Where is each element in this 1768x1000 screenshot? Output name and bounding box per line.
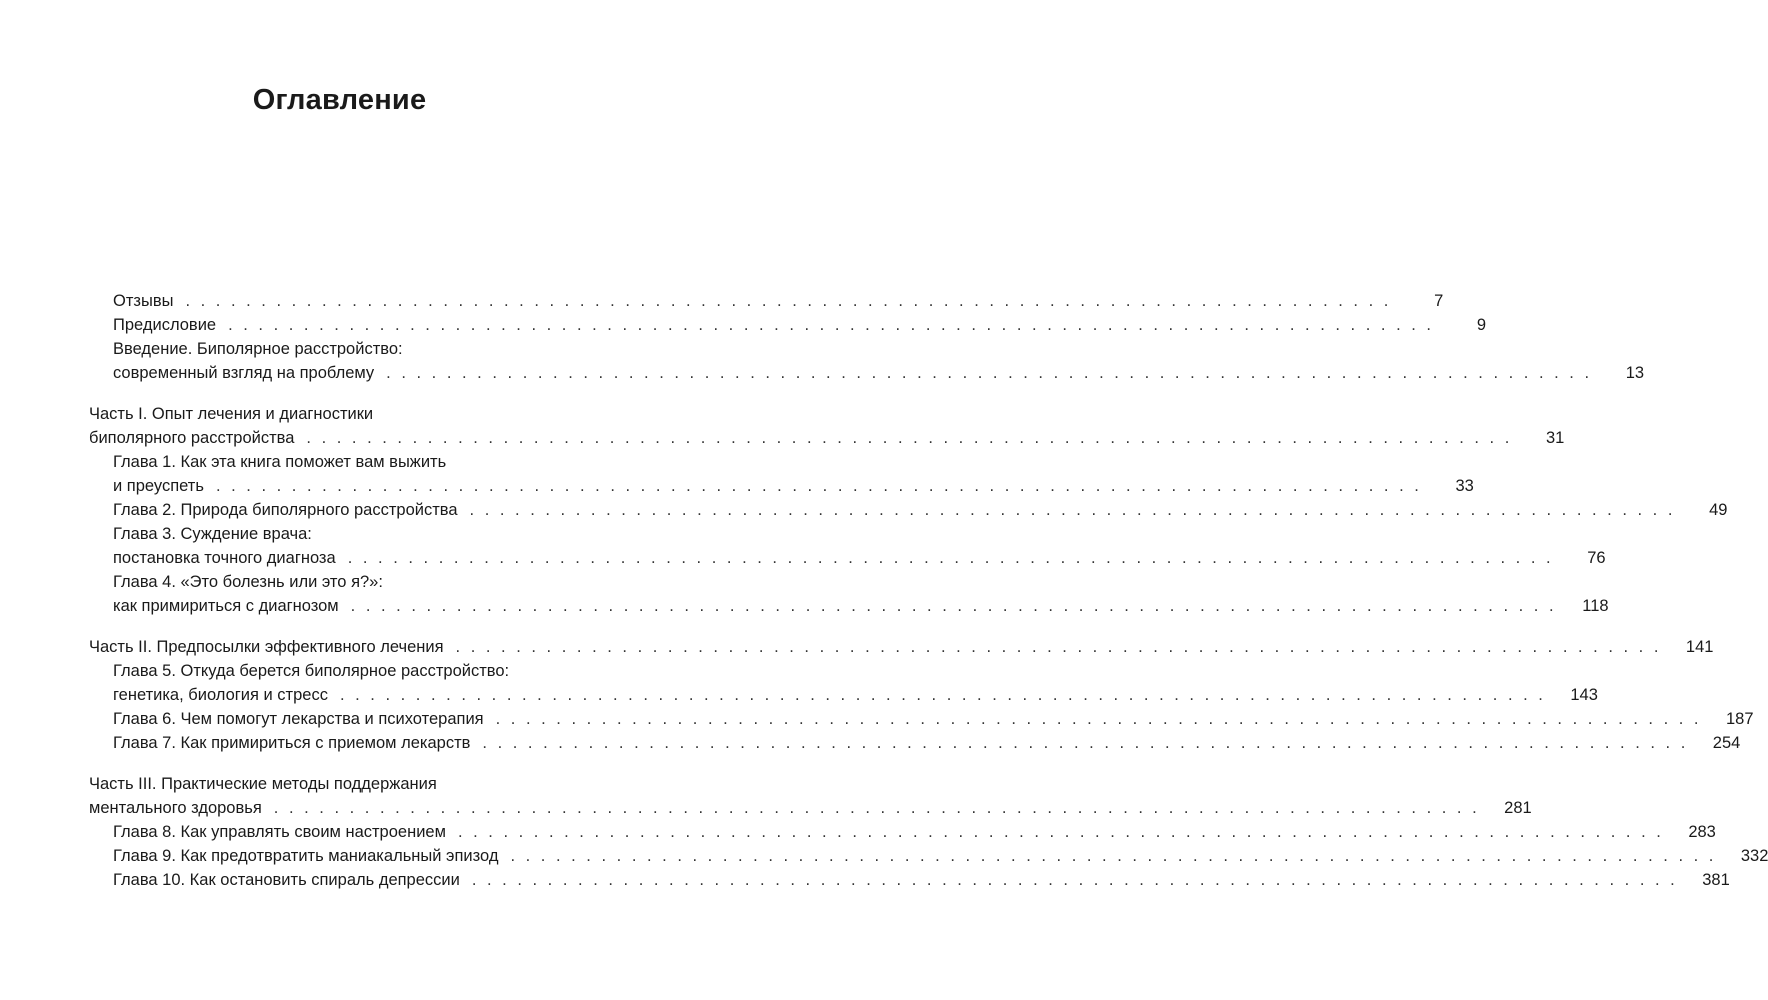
page-number: 187 <box>1725 710 1754 728</box>
toc-section <box>0 772 1768 892</box>
dot-leader: . . . . . . . . . . . . . . . . . . . . . . . . . . . . . . . . . . . . . . . . . . . . . . . . . . . . . . . . . . . . . . . . . . . . . . . . . . . . . . . . <box>306 429 1513 447</box>
toc-entry-text: биполярного расстройства <box>89 429 295 447</box>
toc-section <box>0 402 1728 618</box>
toc-chapter-line[interactable] <box>0 594 1609 618</box>
toc-chapter-line[interactable] <box>0 337 679 361</box>
dot-leader: . . . . . . . . . . . . . . . . . . . . . . . . . . . . . . . . . . . . . . . . . . . . . . . . . . . . . . . . . . . . . . . . . . . . . . . . . . . . . . . . <box>469 501 1676 519</box>
page-number: 49 <box>1709 501 1728 519</box>
toc-entry-text: Глава 8. Как управлять своим настроением <box>113 823 446 841</box>
toc-entry-text: Глава 4. «Это болезнь или это я?»: <box>113 573 383 591</box>
page-number: 76 <box>1587 549 1606 567</box>
table-of-contents <box>0 289 1768 909</box>
toc-entry-text: Глава 1. Как эта книга поможет вам выжить <box>113 453 447 471</box>
dot-leader: . . . . . . . . . . . . . . . . . . . . . . . . . . . . . . . . . . . . . . . . . . . . . . . . . . . . . . . . . . . . . . . . . . . . . . . . . . . . . . . . <box>455 638 1662 656</box>
toc-chapter-line[interactable] <box>0 707 1754 731</box>
toc-entry-text: Глава 10. Как остановить спираль депрессии <box>113 871 460 889</box>
toc-chapter-line[interactable] <box>0 450 679 474</box>
dot-leader: . . . . . . . . . . . . . . . . . . . . . . . . . . . . . . . . . . . . . . . . . . . . . . . . . . . . . . . . . . . . . . . . . . . . . . . . . . . . . . . . <box>457 823 1664 841</box>
dot-leader: . . . . . . . . . . . . . . . . . . . . . . . . . . . . . . . . . . . . . . . . . . . . . . . . . . . . . . . . . . . . . . . . . . . . . . . . . . . . . . . . <box>350 597 1557 615</box>
dot-leader: . . . . . . . . . . . . . . . . . . . . . . . . . . . . . . . . . . . . . . . . . . . . . . . . . . . . . . . . . . . . . . . . . . . . . . . . . . . . . . . . <box>347 549 1554 567</box>
toc-entry-text: Глава 5. Откуда берется биполярное расстройство: <box>113 662 510 680</box>
toc-entry-text: постановка точного диагноза <box>113 549 336 567</box>
toc-entry-text: и преуспеть <box>113 477 204 495</box>
dot-leader: . . . . . . . . . . . . . . . . . . . . . . . . . . . . . . . . . . . . . . . . . . . . . . . . . . . . . . . . . . . . . . . . . . . . . . . . . . . . . . . . <box>386 364 1593 382</box>
toc-section <box>0 635 1754 755</box>
dot-leader: . . . . . . . . . . . . . . . . . . . . . . . . . . . . . . . . . . . . . . . . . . . . . . . . . . . . . . . . . . . . . . . . . . . . . . . . . . . . . . . . <box>339 686 1546 704</box>
toc-chapter-line[interactable] <box>0 868 1730 892</box>
page-number: 31 <box>1545 429 1565 447</box>
toc-entry-text: Глава 2. Природа биполярного расстройства <box>113 501 458 519</box>
toc-chapter-line[interactable] <box>0 820 1716 844</box>
dot-leader: . . . . . . . . . . . . . . . . . . . . . . . . . . . . . . . . . . . . . . . . . . . . . . . . . . . . . . . . . . . . . . . . . . . . . . . . . . . . . . . . <box>482 734 1689 752</box>
toc-chapter-line[interactable] <box>0 289 1444 313</box>
page-number: 141 <box>1685 638 1714 656</box>
page-number: 33 <box>1455 477 1474 495</box>
page-number: 7 <box>1434 292 1444 310</box>
dot-leader: . . . . . . . . . . . . . . . . . . . . . . . . . . . . . . . . . . . . . . . . . . . . . . . . . . . . . . . . . . . . . . . . . . . . . . . . . . . . . . . . <box>215 477 1422 495</box>
toc-chapter-line[interactable] <box>0 361 1645 385</box>
toc-entry-text: ментального здоровья <box>89 799 262 817</box>
toc-entry-text: Глава 7. Как примириться с приемом лекарств <box>113 734 471 752</box>
toc-chapter-line[interactable] <box>0 659 679 683</box>
page-number: 254 <box>1712 734 1741 752</box>
toc-section <box>0 289 1645 385</box>
toc-part-line[interactable] <box>0 796 1532 820</box>
toc-entry-text: Отзывы <box>113 292 174 310</box>
page-number: 283 <box>1688 823 1716 841</box>
dot-leader: . . . . . . . . . . . . . . . . . . . . . . . . . . . . . . . . . . . . . . . . . . . . . . . . . . . . . . . . . . . . . . . . . . . . . . . . . . . . . . . . <box>273 799 1480 817</box>
toc-chapter-line[interactable] <box>0 731 1741 755</box>
toc-chapter-line[interactable] <box>0 683 1598 707</box>
toc-entry-text: Введение. Биполярное расстройство: <box>113 340 403 358</box>
dot-leader: . . . . . . . . . . . . . . . . . . . . . . . . . . . . . . . . . . . . . . . . . . . . . . . . . . . . . . . . . . . . . . . . . . . . . . . . . . . . . . . . <box>495 710 1702 728</box>
dot-leader: . . . . . . . . . . . . . . . . . . . . . . . . . . . . . . . . . . . . . . . . . . . . . . . . . . . . . . . . . . . . . . . . . . . . . . . . . . . . . . . . <box>471 871 1678 889</box>
dot-leader: . . . . . . . . . . . . . . . . . . . . . . . . . . . . . . . . . . . . . . . . . . . . . . . . . . . . . . . . . . . . . . . . . . . . . . . . . . . . . . . . <box>510 847 1717 865</box>
page-number: 118 <box>1582 597 1609 615</box>
dot-leader: . . . . . . . . . . . . . . . . . . . . . . . . . . . . . . . . . . . . . . . . . . . . . . . . . . . . . . . . . . . . . . . . . . . . . . . . . . . . . . . . <box>228 316 1434 334</box>
page-number: 13 <box>1625 364 1645 382</box>
toc-part-line[interactable] <box>0 426 1565 450</box>
toc-entry-text: Часть III. Практические методы поддержания <box>89 775 437 793</box>
toc-entry-text: генетика, биология и стресс <box>113 686 328 704</box>
toc-entry-text: Предисловие <box>113 316 217 334</box>
page-number: 332 <box>1740 847 1768 865</box>
page-number: 381 <box>1702 871 1730 889</box>
page-number: 9 <box>1476 316 1486 334</box>
dot-leader: . . . . . . . . . . . . . . . . . . . . . . . . . . . . . . . . . . . . . . . . . . . . . . . . . . . . . . . . . . . . . . . . . . . . . . . . . . . . . . . . <box>185 292 1392 310</box>
toc-part-line[interactable] <box>0 635 1714 659</box>
toc-chapter-line[interactable] <box>0 522 679 546</box>
toc-entry-text: современный взгляд на проблему <box>113 364 375 382</box>
toc-chapter-line[interactable] <box>0 474 1474 498</box>
page-number: 143 <box>1570 686 1598 704</box>
toc-chapter-line[interactable] <box>0 570 679 594</box>
toc-entry-text: Глава 9. Как предотвратить маниакальный эпизод <box>113 847 499 865</box>
toc-entry-text: как примириться с диагнозом <box>113 597 339 615</box>
toc-entry-text: Глава 6. Чем помогут лекарства и психотерапия <box>113 710 484 728</box>
toc-entry-text: Часть I. Опыт лечения и диагностики <box>89 405 374 423</box>
toc-entry-text: Глава 3. Суждение врача: <box>113 525 312 543</box>
page-title: Оглавление <box>252 84 427 116</box>
toc-chapter-line[interactable] <box>0 313 1486 337</box>
page-number: 281 <box>1504 799 1532 817</box>
toc-part-line[interactable] <box>0 402 679 426</box>
toc-chapter-line[interactable] <box>0 844 1768 868</box>
toc-chapter-line[interactable] <box>0 498 1728 522</box>
toc-part-line[interactable] <box>0 772 679 796</box>
toc-entry-text: Часть II. Предпосылки эффективного лечения <box>89 638 444 656</box>
toc-chapter-line[interactable] <box>0 546 1606 570</box>
